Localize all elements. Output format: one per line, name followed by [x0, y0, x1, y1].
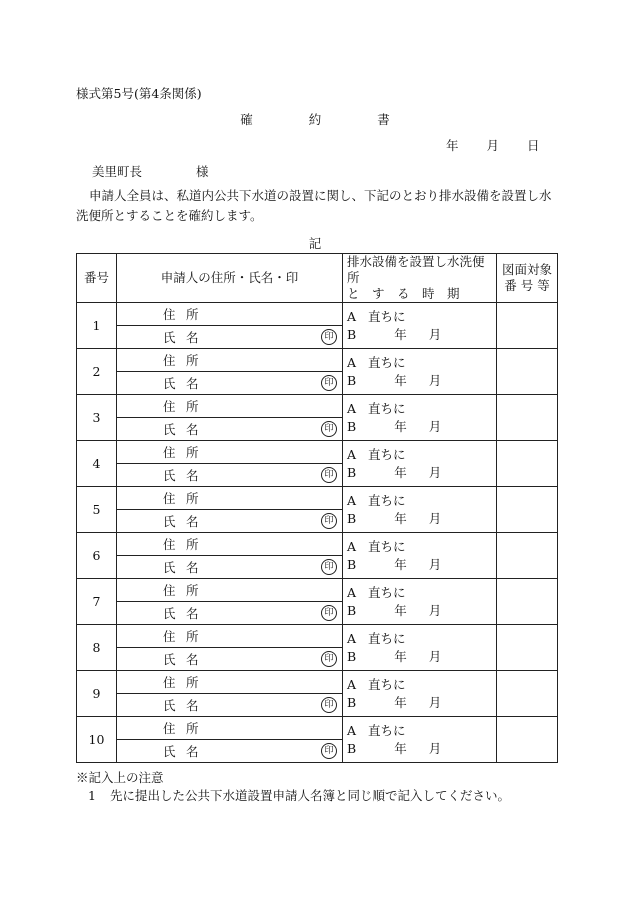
- name-field[interactable]: [117, 602, 343, 625]
- date-line: [446, 136, 564, 154]
- address-field[interactable]: [117, 671, 343, 694]
- timing-cell[interactable]: [343, 441, 497, 487]
- table-row: [77, 349, 558, 372]
- name-field[interactable]: [117, 418, 343, 441]
- seal-icon: 印: [321, 559, 337, 575]
- figure-number-cell[interactable]: [497, 671, 558, 717]
- title-char: 書: [377, 112, 390, 127]
- address-field[interactable]: [117, 533, 343, 556]
- row-number: 5: [77, 487, 117, 533]
- address-label: 住 所: [163, 675, 199, 690]
- timing-cell[interactable]: [343, 671, 497, 717]
- address-label: 住 所: [163, 491, 199, 506]
- name-label: 氏 名: [163, 422, 199, 437]
- row-number: 4: [77, 441, 117, 487]
- seal-icon: 印: [321, 421, 337, 437]
- timing-cell[interactable]: [343, 717, 497, 763]
- figure-number-cell[interactable]: [497, 579, 558, 625]
- address-field[interactable]: [117, 625, 343, 648]
- row-number: 7: [77, 579, 117, 625]
- header-timing-char: 時: [422, 286, 435, 301]
- seal-icon: 印: [321, 697, 337, 713]
- date-year-label: 年: [446, 138, 459, 153]
- table-row: [77, 579, 558, 602]
- name-field[interactable]: [117, 326, 343, 349]
- table-row: [77, 487, 558, 510]
- timing-option-a: A 直ちに: [347, 400, 406, 416]
- timing-option-a: A 直ちに: [347, 308, 406, 324]
- row-number: 6: [77, 533, 117, 579]
- timing-option-a: A 直ちに: [347, 676, 406, 692]
- table-row: [77, 395, 558, 418]
- figure-number-cell[interactable]: [497, 349, 558, 395]
- row-number: 2: [77, 349, 117, 395]
- header-timing-char: す: [372, 286, 385, 301]
- address-field[interactable]: [117, 303, 343, 326]
- name-field[interactable]: [117, 648, 343, 671]
- name-label: 氏 名: [163, 376, 199, 391]
- address-label: 住 所: [163, 721, 199, 736]
- timing-cell[interactable]: [343, 395, 497, 441]
- address-field[interactable]: [117, 579, 343, 602]
- timing-option-a: A 直ちに: [347, 354, 406, 370]
- address-label: 住 所: [163, 307, 199, 322]
- note-text: 先に提出した公共下水道設置申請人名簿と同じ順で記入してください。: [110, 788, 511, 803]
- timing-option-b: B 年 月: [347, 326, 442, 342]
- address-label: 住 所: [163, 399, 199, 414]
- name-label: 氏 名: [163, 744, 199, 759]
- name-label: 氏 名: [163, 606, 199, 621]
- seal-icon: 印: [321, 375, 337, 391]
- timing-option-a: A 直ちに: [347, 492, 406, 508]
- figure-number-cell[interactable]: [497, 395, 558, 441]
- timing-option-b: B 年 月: [347, 418, 442, 434]
- name-label: 氏 名: [163, 652, 199, 667]
- address-field[interactable]: [117, 395, 343, 418]
- timing-option-b: B 年 月: [347, 602, 442, 618]
- name-label: 氏 名: [163, 698, 199, 713]
- address-label: 住 所: [163, 537, 199, 552]
- table-row: [77, 533, 558, 556]
- header-timing-line1: 排水設備を設置し水洗便所: [347, 254, 485, 285]
- header-timing-char: と: [347, 286, 360, 301]
- name-field[interactable]: [117, 740, 343, 763]
- name-field[interactable]: [117, 556, 343, 579]
- timing-option-a: A 直ちに: [347, 446, 406, 462]
- form-number: 様式第5号(第4条関係): [76, 86, 202, 101]
- address-field[interactable]: [117, 717, 343, 740]
- table-header-row: [77, 254, 558, 303]
- seal-icon: 印: [321, 743, 337, 759]
- title-char: 確: [240, 112, 253, 127]
- header-timing-char: 期: [447, 286, 460, 301]
- timing-option-a: A 直ちに: [347, 584, 406, 600]
- seal-icon: 印: [321, 513, 337, 529]
- address-field[interactable]: [117, 487, 343, 510]
- address-field[interactable]: [117, 441, 343, 464]
- header-timing-char: る: [397, 286, 410, 301]
- timing-cell[interactable]: [343, 349, 497, 395]
- addressee-honorific: 様: [196, 164, 209, 179]
- title-char: 約: [308, 112, 322, 127]
- header-figure: [497, 254, 558, 303]
- note-number: 1: [88, 788, 96, 803]
- timing-option-b: B 年 月: [347, 464, 442, 480]
- figure-number-cell[interactable]: [497, 487, 558, 533]
- figure-number-cell[interactable]: [497, 303, 558, 349]
- name-label: 氏 名: [163, 560, 199, 575]
- timing-option-a: A 直ちに: [347, 538, 406, 554]
- name-label: 氏 名: [163, 468, 199, 483]
- addressee: [92, 162, 209, 180]
- applicant-table: [76, 253, 558, 763]
- figure-number-cell[interactable]: [497, 717, 558, 763]
- table-row: [77, 441, 558, 464]
- timing-cell[interactable]: [343, 487, 497, 533]
- ki-heading: 記: [308, 236, 322, 251]
- timing-cell[interactable]: [343, 625, 497, 671]
- row-number: 1: [77, 303, 117, 349]
- notes-title: ※記入上の注意: [76, 770, 164, 785]
- timing-option-b: B 年 月: [347, 510, 442, 526]
- row-number: 10: [77, 717, 117, 763]
- document-title: [0, 110, 630, 128]
- row-number: 9: [77, 671, 117, 717]
- row-number: 8: [77, 625, 117, 671]
- table-row: [77, 671, 558, 694]
- address-label: 住 所: [163, 445, 199, 460]
- seal-icon: 印: [321, 467, 337, 483]
- name-label: 氏 名: [163, 330, 199, 345]
- timing-cell[interactable]: [343, 579, 497, 625]
- header-figure-line1: 図面対象: [501, 262, 552, 277]
- timing-option-a: A 直ちに: [347, 630, 406, 646]
- date-day-label: 日: [527, 138, 540, 153]
- date-month-label: 月: [486, 138, 500, 153]
- timing-option-b: B 年 月: [347, 740, 442, 756]
- address-label: 住 所: [163, 629, 199, 644]
- table-row: [77, 303, 558, 326]
- figure-number-cell[interactable]: [497, 625, 558, 671]
- figure-number-cell[interactable]: [497, 533, 558, 579]
- note-item: [88, 786, 510, 804]
- seal-icon: 印: [321, 605, 337, 621]
- address-label: 住 所: [163, 353, 199, 368]
- addressee-name: 美里町長: [92, 164, 143, 179]
- table-row: [77, 625, 558, 648]
- timing-option-b: B 年 月: [347, 694, 442, 710]
- name-field[interactable]: [117, 464, 343, 487]
- seal-icon: 印: [321, 329, 337, 345]
- address-field[interactable]: [117, 349, 343, 372]
- name-field[interactable]: [117, 694, 343, 717]
- name-field[interactable]: [117, 510, 343, 533]
- name-field[interactable]: [117, 372, 343, 395]
- timing-option-a: A 直ちに: [347, 722, 406, 738]
- timing-cell[interactable]: [343, 303, 497, 349]
- timing-option-b: B 年 月: [347, 556, 442, 572]
- seal-icon: 印: [321, 651, 337, 667]
- timing-option-b: B 年 月: [347, 372, 442, 388]
- header-number: 番号: [77, 254, 117, 303]
- table-row: [77, 717, 558, 740]
- timing-cell[interactable]: [343, 533, 497, 579]
- row-number: 3: [77, 395, 117, 441]
- header-timing-line2: [347, 286, 496, 302]
- header-figure-line2: 番 号 等: [504, 278, 550, 293]
- figure-number-cell[interactable]: [497, 441, 558, 487]
- address-label: 住 所: [163, 583, 199, 598]
- name-label: 氏 名: [163, 514, 199, 529]
- header-timing: [343, 254, 497, 303]
- timing-option-b: B 年 月: [347, 648, 442, 664]
- body-text: 申請人全員は、私道内公共下水道の設置に関し、下記のとおり排水設備を設置し水洗便所とすることを確約します。: [76, 188, 552, 223]
- header-applicant: 申請人の住所・氏名・印: [117, 254, 343, 303]
